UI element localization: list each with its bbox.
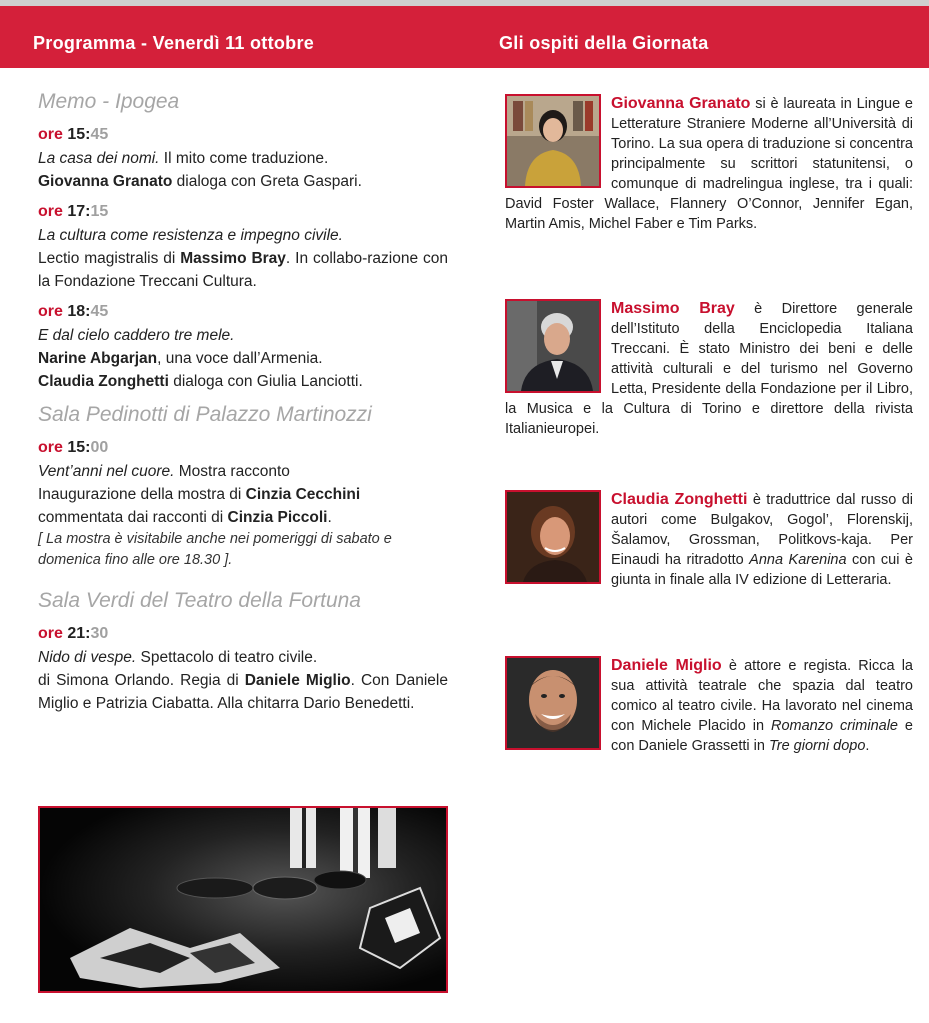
program-title: Programma - Venerdì 11 ottobre bbox=[33, 33, 315, 53]
event-desc: commentata dai racconti di Cinzia Piccoli. bbox=[38, 509, 332, 526]
event-time: ore 21:30 bbox=[38, 625, 109, 642]
event-title-line: Vent’anni nel cuore. Mostra racconto bbox=[38, 463, 290, 480]
guest-name: Claudia Zonghetti bbox=[611, 491, 748, 508]
event-desc: Giovanna Granato dialoga con Greta Gaspari. bbox=[38, 173, 362, 190]
venue-heading: Memo - Ipogea bbox=[38, 90, 180, 113]
guest-name: Massimo Bray bbox=[611, 300, 735, 317]
program-column bbox=[38, 90, 448, 725]
event-item bbox=[38, 303, 448, 393]
guests-title: Gli ospiti della Giornata bbox=[499, 33, 709, 53]
event-title: E dal cielo caddero tre mele. bbox=[38, 327, 235, 344]
guest-bio: Daniele Miglio è attore e regista. Ricca la sua attività teatrale che spazia dal teatro comico al teatro civile. Ha lavorato nel cinema con Michele Placido in Romanzo criminale e con Daniele Grassetti in Tre giorni dopo. bbox=[505, 656, 913, 756]
stage-photo-image bbox=[40, 808, 446, 991]
guest-bio: Claudia Zonghetti è traduttrice dal russo di autori come Bulgakov, Gogol’, Florenskij, Šalamov, Grossman, Politkovs-kaja. Per Einaudi ha ritradotto Anna Karenina con cui è giunta in finale alla IV edizione di Letteraria. bbox=[505, 490, 913, 590]
guest-photo bbox=[505, 299, 601, 393]
event-item bbox=[38, 625, 448, 715]
portrait-image bbox=[507, 96, 599, 186]
guest-name: Daniele Miglio bbox=[611, 657, 722, 674]
event-desc: Claudia Zonghetti dialoga con Giulia Lanciotti. bbox=[38, 373, 363, 390]
venue-heading: Sala Verdi del Teatro della Fortuna bbox=[38, 589, 361, 612]
event-item bbox=[38, 439, 448, 571]
event-item bbox=[38, 126, 448, 193]
guest-photo bbox=[505, 94, 601, 188]
portrait-image bbox=[507, 492, 599, 582]
event-time: ore 17:15 bbox=[38, 203, 109, 220]
portrait-image bbox=[507, 658, 599, 748]
portrait-image bbox=[507, 301, 599, 391]
event-title-line: La casa dei nomi. Il mito come traduzione. bbox=[38, 150, 329, 167]
event-time: ore 18:45 bbox=[38, 303, 109, 320]
event-desc: Inaugurazione della mostra di Cinzia Cecchini bbox=[38, 486, 361, 503]
guest-name: Giovanna Granato bbox=[611, 95, 751, 112]
guest-bio: Giovanna Granato si è laureata in Lingue e Letterature Straniere Moderne all’Università di Torino. La sua opera di traduzione si concentra principalmente su scrittori statunitensi, o comunque di madrelingua inglese, tra i quali: David Foster Wallace, Flannery O’Connor, Jennifer Egan, Martin Amis, Michel Faber e Tim Parks. bbox=[505, 95, 913, 232]
event-time: ore 15:45 bbox=[38, 126, 109, 143]
guest-bio: Massimo Bray è Direttore generale dell’Istituto della Enciclopedia Italiana Treccani. È stato Ministro dei beni e delle attività culturali e del turismo nel Governo Letta, Presidente della Fondazione per il Libro, la Musica e la Cultura di Torino e direttore della rivista Italianieuropei. bbox=[505, 300, 913, 437]
guest-photo bbox=[505, 490, 601, 584]
event-desc: di Simona Orlando. Regia di Daniele Miglio. Con Daniele Miglio e Patrizia Ciabatta. Alla chitarra Dario Benedetti. bbox=[38, 672, 448, 712]
event-desc: Lectio magistralis di Massimo Bray. In collabo-razione con la Fondazione Treccani Cultura. bbox=[38, 250, 448, 290]
event-title-line: Nido di vespe. Spettacolo di teatro civile. bbox=[38, 649, 318, 666]
header-bar bbox=[0, 6, 929, 68]
event-note: [ La mostra è visitabile anche nei pomeriggi di sabato e domenica fino alle ore 18.30 ]. bbox=[38, 531, 392, 568]
stage-photo bbox=[38, 806, 448, 993]
event-desc: Narine Abgarjan, una voce dall’Armenia. bbox=[38, 350, 323, 367]
venue-heading: Sala Pedinotti di Palazzo Martinozzi bbox=[38, 403, 372, 426]
guest-photo bbox=[505, 656, 601, 750]
event-item bbox=[38, 203, 448, 293]
event-title: La cultura come resistenza e impegno civile. bbox=[38, 227, 343, 244]
event-time: ore 15:00 bbox=[38, 439, 109, 456]
